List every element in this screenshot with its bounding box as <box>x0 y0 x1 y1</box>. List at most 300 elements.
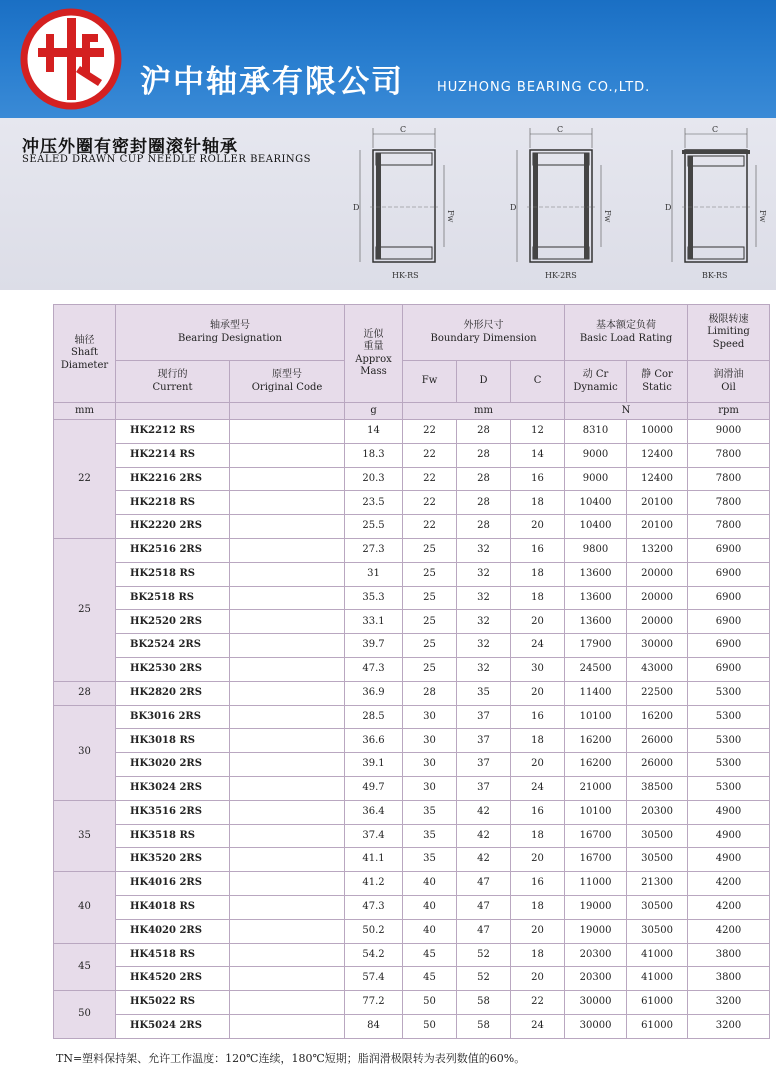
spec-table <box>53 304 770 1039</box>
cell-oil: 4900 <box>688 800 770 824</box>
cell-model: HK2218 RS <box>116 491 230 515</box>
diagram-bk-rs-c: C <box>712 125 719 134</box>
cell-d: 37 <box>457 729 511 753</box>
cell-c: 16 <box>511 705 565 729</box>
cell-orig <box>230 657 345 681</box>
diagram-hk-rs-fw: Fw <box>446 210 455 223</box>
cell-cr: 30000 <box>565 991 627 1015</box>
table-row <box>54 895 770 919</box>
diagram-bk-rs-d: D <box>665 203 672 212</box>
cell-model: HK3018 RS <box>116 729 230 753</box>
cell-cor: 61000 <box>627 1014 688 1038</box>
cell-fw: 25 <box>403 634 457 658</box>
diagram-hk-2rs-d: D <box>510 203 517 212</box>
header-c: C <box>511 361 565 403</box>
cell-oil: 6900 <box>688 610 770 634</box>
cell-c: 18 <box>511 824 565 848</box>
cell-cor: 43000 <box>627 657 688 681</box>
table-row <box>54 824 770 848</box>
unit-original <box>230 403 345 420</box>
cell-cor: 10000 <box>627 420 688 444</box>
cell-c: 14 <box>511 443 565 467</box>
cell-c: 18 <box>511 586 565 610</box>
cell-d: 58 <box>457 991 511 1015</box>
cell-oil: 6900 <box>688 586 770 610</box>
cell-c: 20 <box>511 753 565 777</box>
header-cr: 动 Cr Dynamic <box>565 361 627 403</box>
table-row <box>54 705 770 729</box>
cell-c: 16 <box>511 800 565 824</box>
cell-model: HK3020 2RS <box>116 753 230 777</box>
shaft-diameter-cell: 45 <box>54 943 116 991</box>
header-mass: 近似 重量 Approx Mass <box>345 305 403 403</box>
cell-model: HK5022 RS <box>116 991 230 1015</box>
header-speed: 极限转速 Limiting Speed <box>688 305 770 361</box>
diagram-hk-rs-c: C <box>400 125 407 134</box>
cell-oil: 4200 <box>688 895 770 919</box>
cell-cr: 10400 <box>565 491 627 515</box>
cell-cr: 11400 <box>565 681 627 705</box>
cell-cr: 10100 <box>565 705 627 729</box>
units-row <box>54 403 770 420</box>
cell-mass: 36.6 <box>345 729 403 753</box>
cell-oil: 7800 <box>688 443 770 467</box>
cell-d: 47 <box>457 895 511 919</box>
cell-c: 16 <box>511 467 565 491</box>
cell-d: 42 <box>457 824 511 848</box>
cell-model: HK2520 2RS <box>116 610 230 634</box>
table-body <box>54 420 770 1039</box>
cell-orig <box>230 872 345 896</box>
cell-cr: 9000 <box>565 443 627 467</box>
cell-mass: 25.5 <box>345 515 403 539</box>
diagram-hk-2rs-c: C <box>557 125 564 134</box>
cell-cr: 20300 <box>565 943 627 967</box>
cell-mass: 36.4 <box>345 800 403 824</box>
cell-orig <box>230 991 345 1015</box>
cell-cr: 8310 <box>565 420 627 444</box>
diagram-hk-2rs <box>510 125 612 280</box>
cell-fw: 25 <box>403 562 457 586</box>
cell-fw: 30 <box>403 776 457 800</box>
header-fw: Fw <box>403 361 457 403</box>
cell-cr: 19000 <box>565 895 627 919</box>
company-name-cn: 沪中轴承有限公司 <box>140 64 404 100</box>
cell-c: 18 <box>511 491 565 515</box>
cell-cor: 13200 <box>627 538 688 562</box>
cell-fw: 40 <box>403 919 457 943</box>
unit-mass: g <box>345 403 403 420</box>
cell-d: 28 <box>457 443 511 467</box>
cell-orig <box>230 586 345 610</box>
cell-orig <box>230 943 345 967</box>
cell-orig <box>230 824 345 848</box>
header-original: 原型号 Original Code <box>230 361 345 403</box>
cell-d: 58 <box>457 1014 511 1038</box>
spec-table-wrap <box>53 304 769 1039</box>
cell-cor: 41000 <box>627 967 688 991</box>
cell-model: HK4520 2RS <box>116 967 230 991</box>
cell-orig <box>230 443 345 467</box>
diagram-bk-rs-fw: Fw <box>758 210 767 223</box>
cell-mass: 14 <box>345 420 403 444</box>
cell-d: 32 <box>457 610 511 634</box>
cell-oil: 6900 <box>688 562 770 586</box>
table-row <box>54 562 770 586</box>
cell-d: 32 <box>457 562 511 586</box>
unit-current <box>116 403 230 420</box>
cell-orig <box>230 919 345 943</box>
cell-model: HK3518 RS <box>116 824 230 848</box>
cell-fw: 22 <box>403 467 457 491</box>
header-oil: 润滑油 Oil <box>688 361 770 403</box>
cell-model: HK4016 2RS <box>116 872 230 896</box>
cell-fw: 28 <box>403 681 457 705</box>
cell-c: 18 <box>511 943 565 967</box>
unit-dims: mm <box>403 403 565 420</box>
cell-c: 20 <box>511 681 565 705</box>
cell-orig <box>230 895 345 919</box>
diagram-hk-rs <box>353 125 455 280</box>
table-row <box>54 491 770 515</box>
table-row <box>54 538 770 562</box>
cell-d: 32 <box>457 538 511 562</box>
cell-mass: 49.7 <box>345 776 403 800</box>
shaft-diameter-cell: 50 <box>54 991 116 1039</box>
cell-cor: 26000 <box>627 729 688 753</box>
cell-oil: 5300 <box>688 681 770 705</box>
bearing-diagrams <box>340 118 776 290</box>
cell-d: 37 <box>457 753 511 777</box>
units-row-group <box>54 403 770 420</box>
cell-oil: 7800 <box>688 467 770 491</box>
cell-oil: 5300 <box>688 776 770 800</box>
cell-c: 18 <box>511 895 565 919</box>
cell-c: 20 <box>511 967 565 991</box>
cell-cr: 13600 <box>565 586 627 610</box>
cell-cr: 13600 <box>565 610 627 634</box>
cell-mass: 57.4 <box>345 967 403 991</box>
cell-mass: 84 <box>345 1014 403 1038</box>
cell-cor: 30500 <box>627 848 688 872</box>
cell-fw: 40 <box>403 895 457 919</box>
cell-oil: 5300 <box>688 753 770 777</box>
cell-oil: 6900 <box>688 634 770 658</box>
company-logo <box>16 4 126 114</box>
cell-fw: 25 <box>403 586 457 610</box>
cell-cor: 30500 <box>627 895 688 919</box>
cell-cor: 26000 <box>627 753 688 777</box>
cell-mass: 41.1 <box>345 848 403 872</box>
cell-model: BK2518 RS <box>116 586 230 610</box>
cell-orig <box>230 729 345 753</box>
cell-cor: 20000 <box>627 562 688 586</box>
table-row <box>54 420 770 444</box>
cell-d: 32 <box>457 657 511 681</box>
cell-mass: 47.3 <box>345 657 403 681</box>
table-row <box>54 515 770 539</box>
cell-orig <box>230 562 345 586</box>
cell-orig <box>230 848 345 872</box>
cell-orig <box>230 800 345 824</box>
diagram-hk-rs-label: HK-RS <box>392 271 419 280</box>
cell-orig <box>230 491 345 515</box>
cell-fw: 35 <box>403 848 457 872</box>
cell-c: 22 <box>511 991 565 1015</box>
table-row <box>54 800 770 824</box>
cell-d: 52 <box>457 943 511 967</box>
cell-c: 30 <box>511 657 565 681</box>
cell-model: HK4518 RS <box>116 943 230 967</box>
cell-d: 52 <box>457 967 511 991</box>
cell-mass: 77.2 <box>345 991 403 1015</box>
cell-cor: 41000 <box>627 943 688 967</box>
cell-mass: 18.3 <box>345 443 403 467</box>
cell-c: 20 <box>511 515 565 539</box>
cell-fw: 35 <box>403 824 457 848</box>
table-row <box>54 634 770 658</box>
header-current: 现行的 Current <box>116 361 230 403</box>
table-row <box>54 657 770 681</box>
cell-orig <box>230 1014 345 1038</box>
diagram-hk-2rs-fw: Fw <box>603 210 612 223</box>
cell-fw: 22 <box>403 515 457 539</box>
cell-model: HK2820 2RS <box>116 681 230 705</box>
cell-d: 47 <box>457 872 511 896</box>
header-shaft: 轴径 Shaft Diameter <box>54 305 116 403</box>
cell-model: HK4020 2RS <box>116 919 230 943</box>
header-boundary: 外形尺寸 Boundary Dimension <box>403 305 565 361</box>
cell-cor: 30500 <box>627 824 688 848</box>
cell-c: 18 <box>511 729 565 753</box>
cell-cr: 16700 <box>565 848 627 872</box>
cell-mass: 47.3 <box>345 895 403 919</box>
table-row <box>54 991 770 1015</box>
cell-model: HK3516 2RS <box>116 800 230 824</box>
cell-cr: 10400 <box>565 515 627 539</box>
cell-model: HK2530 2RS <box>116 657 230 681</box>
table-row <box>54 943 770 967</box>
cell-mass: 54.2 <box>345 943 403 967</box>
cell-fw: 25 <box>403 610 457 634</box>
cell-cr: 21000 <box>565 776 627 800</box>
cell-mass: 28.5 <box>345 705 403 729</box>
cell-orig <box>230 515 345 539</box>
shaft-diameter-cell: 25 <box>54 538 116 681</box>
footnote: TN=塑料保持架、允许工作温度：120℃连续，180℃短期；脂润滑极限转为表列数值的60%。 <box>56 1052 526 1065</box>
cell-model: HK3024 2RS <box>116 776 230 800</box>
cell-cor: 30000 <box>627 634 688 658</box>
cell-oil: 7800 <box>688 491 770 515</box>
cell-mass: 23.5 <box>345 491 403 515</box>
cell-fw: 22 <box>403 443 457 467</box>
cell-cor: 20100 <box>627 515 688 539</box>
cell-mass: 37.4 <box>345 824 403 848</box>
cell-oil: 4200 <box>688 919 770 943</box>
cell-fw: 45 <box>403 967 457 991</box>
cell-d: 32 <box>457 634 511 658</box>
cell-cr: 9800 <box>565 538 627 562</box>
cell-c: 12 <box>511 420 565 444</box>
cell-cor: 20300 <box>627 800 688 824</box>
diagram-bk-rs-label: BK-RS <box>702 271 728 280</box>
cell-cor: 22500 <box>627 681 688 705</box>
cell-fw: 22 <box>403 491 457 515</box>
cell-fw: 30 <box>403 705 457 729</box>
cell-fw: 25 <box>403 657 457 681</box>
cell-cr: 24500 <box>565 657 627 681</box>
cell-cor: 30500 <box>627 919 688 943</box>
cell-cor: 20100 <box>627 491 688 515</box>
cell-oil: 4900 <box>688 848 770 872</box>
cell-model: BK2524 2RS <box>116 634 230 658</box>
cell-fw: 50 <box>403 1014 457 1038</box>
cell-oil: 5300 <box>688 729 770 753</box>
unit-shaft: mm <box>54 403 116 420</box>
unit-speed: rpm <box>688 403 770 420</box>
cell-orig <box>230 538 345 562</box>
cell-d: 28 <box>457 491 511 515</box>
cell-cor: 12400 <box>627 467 688 491</box>
cell-oil: 6900 <box>688 657 770 681</box>
cell-fw: 45 <box>403 943 457 967</box>
cell-c: 20 <box>511 610 565 634</box>
product-section <box>0 118 776 290</box>
cell-cr: 10100 <box>565 800 627 824</box>
shaft-diameter-cell: 28 <box>54 681 116 705</box>
table-row <box>54 443 770 467</box>
cell-model: HK2216 2RS <box>116 467 230 491</box>
cell-c: 16 <box>511 538 565 562</box>
cell-d: 37 <box>457 705 511 729</box>
header-band <box>0 0 776 118</box>
cell-orig <box>230 681 345 705</box>
cell-orig <box>230 467 345 491</box>
cell-mass: 20.3 <box>345 467 403 491</box>
cell-fw: 40 <box>403 872 457 896</box>
table-row <box>54 729 770 753</box>
cell-mass: 33.1 <box>345 610 403 634</box>
cell-d: 28 <box>457 467 511 491</box>
cell-d: 28 <box>457 420 511 444</box>
cell-c: 24 <box>511 634 565 658</box>
cell-cor: 20000 <box>627 610 688 634</box>
cell-cr: 16200 <box>565 753 627 777</box>
cell-c: 24 <box>511 1014 565 1038</box>
cell-orig <box>230 610 345 634</box>
header-designation: 轴承型号 Bearing Designation <box>116 305 345 361</box>
table-row <box>54 872 770 896</box>
cell-oil: 3200 <box>688 1014 770 1038</box>
cell-d: 42 <box>457 800 511 824</box>
unit-load: N <box>565 403 688 420</box>
cell-model: HK2214 RS <box>116 443 230 467</box>
shaft-diameter-cell: 30 <box>54 705 116 800</box>
cell-oil: 3800 <box>688 967 770 991</box>
cell-fw: 22 <box>403 420 457 444</box>
cell-orig <box>230 634 345 658</box>
table-row <box>54 919 770 943</box>
cell-model: HK2212 RS <box>116 420 230 444</box>
cell-d: 42 <box>457 848 511 872</box>
cell-d: 28 <box>457 515 511 539</box>
cell-model: HK4018 RS <box>116 895 230 919</box>
cell-mass: 41.2 <box>345 872 403 896</box>
cell-fw: 50 <box>403 991 457 1015</box>
cell-cr: 16200 <box>565 729 627 753</box>
table-row <box>54 1014 770 1038</box>
shaft-diameter-cell: 22 <box>54 420 116 539</box>
cell-model: HK5024 2RS <box>116 1014 230 1038</box>
cell-cor: 16200 <box>627 705 688 729</box>
cell-d: 32 <box>457 586 511 610</box>
cell-oil: 4200 <box>688 872 770 896</box>
cell-mass: 39.1 <box>345 753 403 777</box>
cell-oil: 9000 <box>688 420 770 444</box>
cell-mass: 39.7 <box>345 634 403 658</box>
table-row <box>54 848 770 872</box>
cell-cor: 21300 <box>627 872 688 896</box>
cell-orig <box>230 967 345 991</box>
cell-mass: 27.3 <box>345 538 403 562</box>
cell-cor: 61000 <box>627 991 688 1015</box>
cell-fw: 30 <box>403 729 457 753</box>
cell-fw: 25 <box>403 538 457 562</box>
cell-c: 16 <box>511 872 565 896</box>
cell-cr: 16700 <box>565 824 627 848</box>
diagram-hk-rs-d: D <box>353 203 360 212</box>
cell-d: 37 <box>457 776 511 800</box>
cell-mass: 35.3 <box>345 586 403 610</box>
cell-cr: 30000 <box>565 1014 627 1038</box>
cell-c: 20 <box>511 919 565 943</box>
cell-model: HK2518 RS <box>116 562 230 586</box>
table-row <box>54 753 770 777</box>
table-header <box>54 305 770 403</box>
cell-fw: 35 <box>403 800 457 824</box>
cell-oil: 3200 <box>688 991 770 1015</box>
table-row <box>54 776 770 800</box>
table-row <box>54 467 770 491</box>
cell-mass: 36.9 <box>345 681 403 705</box>
cell-cr: 13600 <box>565 562 627 586</box>
cell-cr: 19000 <box>565 919 627 943</box>
cell-oil: 3800 <box>688 943 770 967</box>
header-d: D <box>457 361 511 403</box>
cell-mass: 31 <box>345 562 403 586</box>
cell-oil: 6900 <box>688 538 770 562</box>
cell-d: 47 <box>457 919 511 943</box>
cell-cr: 11000 <box>565 872 627 896</box>
cell-c: 24 <box>511 776 565 800</box>
cell-orig <box>230 420 345 444</box>
company-name-en: HUZHONG BEARING CO.,LTD. <box>437 80 651 95</box>
cell-cor: 20000 <box>627 586 688 610</box>
cell-oil: 7800 <box>688 515 770 539</box>
cell-c: 20 <box>511 848 565 872</box>
cell-model: HK3520 2RS <box>116 848 230 872</box>
cell-model: HK2220 2RS <box>116 515 230 539</box>
shaft-diameter-cell: 35 <box>54 800 116 871</box>
shaft-diameter-cell: 40 <box>54 872 116 943</box>
cell-orig <box>230 753 345 777</box>
product-title-en: SEALED DRAWN CUP NEEDLE ROLLER BEARINGS <box>22 154 312 165</box>
cell-mass: 50.2 <box>345 919 403 943</box>
header-cor: 静 Cor Static <box>627 361 688 403</box>
cell-model: HK2516 2RS <box>116 538 230 562</box>
cell-orig <box>230 776 345 800</box>
diagram-bk-rs <box>665 125 767 280</box>
